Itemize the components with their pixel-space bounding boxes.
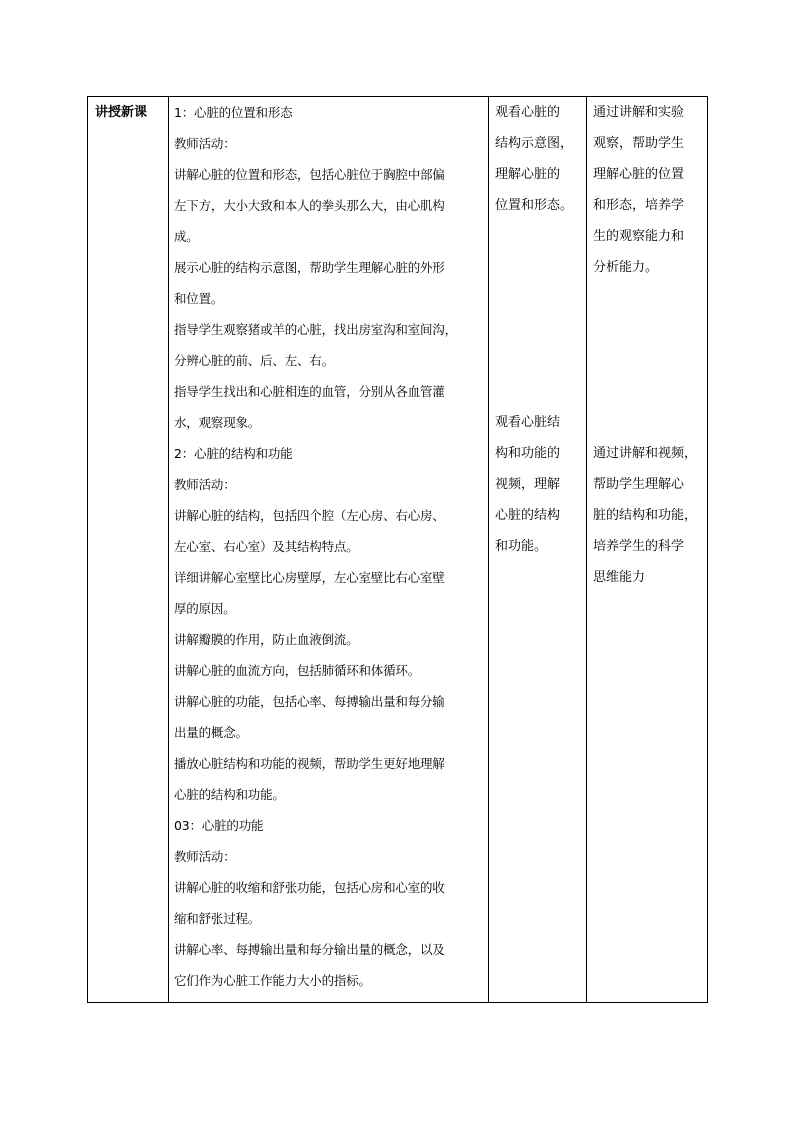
teacher-activity-line: 教师活动： bbox=[174, 849, 236, 864]
teacher-activity-line: 讲解心脏的收缩和舒张功能，包括心房和心室的收 bbox=[174, 880, 445, 895]
design-intent-block-2 bbox=[593, 438, 707, 593]
design-intent-line: 通过讲解和视频， bbox=[593, 446, 698, 461]
table-row bbox=[88, 97, 708, 1003]
design-intent-line: 和形态，培养学 bbox=[593, 198, 685, 213]
teacher-activity-line: 讲解瓣膜的作用，防止血液倒流。 bbox=[174, 632, 359, 647]
teacher-activity-line: 展示心脏的结构示意图，帮助学生理解心脏的外形 bbox=[174, 260, 445, 275]
teacher-activity-line: 1：心脏的位置和形态 bbox=[174, 105, 293, 120]
design-intent-line: 思维能力 bbox=[593, 570, 646, 585]
student-activity-line: 和功能。 bbox=[495, 539, 548, 554]
student-activity-line: 理解心脏的 bbox=[495, 167, 561, 182]
design-intent-line: 培养学生的科学 bbox=[593, 539, 685, 554]
design-intent-gap bbox=[593, 283, 707, 438]
teacher-activity-line: 讲解心脏的功能，包括心率、每搏输出量和每分输 bbox=[174, 694, 445, 709]
teacher-activity-line: 出量的概念。 bbox=[174, 725, 248, 740]
design-intent-line: 理解心脏的位置 bbox=[593, 167, 685, 182]
teacher-activity-line: 缩和舒张过程。 bbox=[174, 911, 261, 926]
teacher-activity-line: 分辨心脏的前、后、左、右。 bbox=[174, 353, 334, 368]
student-activity-line: 位置和形态。 bbox=[495, 198, 574, 213]
teacher-activity-line: 心脏的结构和功能。 bbox=[174, 787, 285, 802]
teacher-activity-line: 讲解心脏的位置和形态，包括心脏位于胸腔中部偏 bbox=[174, 167, 445, 182]
student-activity-line: 视频，理解 bbox=[495, 477, 561, 492]
lesson-plan-table bbox=[87, 96, 708, 1003]
teacher-activity-line: 讲解心脏的结构，包括四个腔（左心房、右心房、 bbox=[174, 508, 445, 523]
design-intent-line: 生的观察能力和 bbox=[593, 229, 685, 244]
student-activity-block-2 bbox=[495, 407, 586, 562]
teacher-activity-line: 讲解心率、每搏输出量和每分输出量的概念，以及 bbox=[174, 942, 445, 957]
teacher-activity-line: 和位置。 bbox=[174, 291, 224, 306]
design-intent-line: 分析能力。 bbox=[593, 260, 659, 275]
teacher-activity-line: 左心室、右心室）及其结构特点。 bbox=[174, 539, 359, 554]
teacher-activity-line: 2：心脏的结构和功能 bbox=[174, 446, 293, 461]
design-intent-block-1 bbox=[593, 97, 707, 283]
teacher-activity-lines bbox=[174, 97, 488, 996]
design-intent-cell bbox=[587, 97, 708, 1003]
teacher-activity-line: 它们作为心脏工作能力大小的指标。 bbox=[174, 973, 371, 988]
design-intent-line: 脏的结构和功能， bbox=[593, 508, 698, 523]
design-intent-line: 通过讲解和实验 bbox=[593, 105, 685, 120]
student-activity-block-1 bbox=[495, 97, 586, 221]
teacher-activity-line: 详细讲解心室壁比心房壁厚，左心室壁比右心室壁 bbox=[174, 570, 445, 585]
student-activity-line: 观看心脏结 bbox=[495, 415, 561, 430]
teacher-activity-line: 左下方，大小大致和本人的拳头那么大，由心肌构 bbox=[174, 198, 445, 213]
student-activity-gap bbox=[495, 221, 586, 407]
student-activity-line: 观看心脏的 bbox=[495, 105, 561, 120]
teacher-activity-line: 指导学生找出和心脏相连的血管，分别从各血管灌 bbox=[174, 384, 445, 399]
student-activity-line: 结构示意图， bbox=[495, 136, 574, 151]
teacher-activity-line: 播放心脏结构和功能的视频，帮助学生更好地理解 bbox=[174, 756, 445, 771]
student-activity-line: 心脏的结构 bbox=[495, 508, 561, 523]
teacher-activity-line: 讲解心脏的血流方向，包括肺循环和体循环。 bbox=[174, 663, 421, 678]
design-intent-line: 帮助学生理解心 bbox=[593, 477, 685, 492]
teacher-activity-line: 教师活动： bbox=[174, 136, 236, 151]
teacher-activity-line: 成。 bbox=[174, 229, 199, 244]
teacher-activity-cell bbox=[169, 97, 489, 1003]
student-activity-cell bbox=[489, 97, 587, 1003]
teacher-activity-line: 厚的原因。 bbox=[174, 601, 236, 616]
student-activity-line: 构和功能的 bbox=[495, 446, 561, 461]
design-intent-line: 观察，帮助学生 bbox=[593, 136, 685, 151]
teacher-activity-line: 水，观察现象。 bbox=[174, 415, 261, 430]
phase-label: 讲授新课 bbox=[88, 97, 169, 1003]
teacher-activity-line: 03：心脏的功能 bbox=[174, 818, 264, 833]
teacher-activity-line: 指导学生观察猪或羊的心脏，找出房室沟和室间沟， bbox=[174, 322, 457, 337]
teacher-activity-line: 教师活动： bbox=[174, 477, 236, 492]
